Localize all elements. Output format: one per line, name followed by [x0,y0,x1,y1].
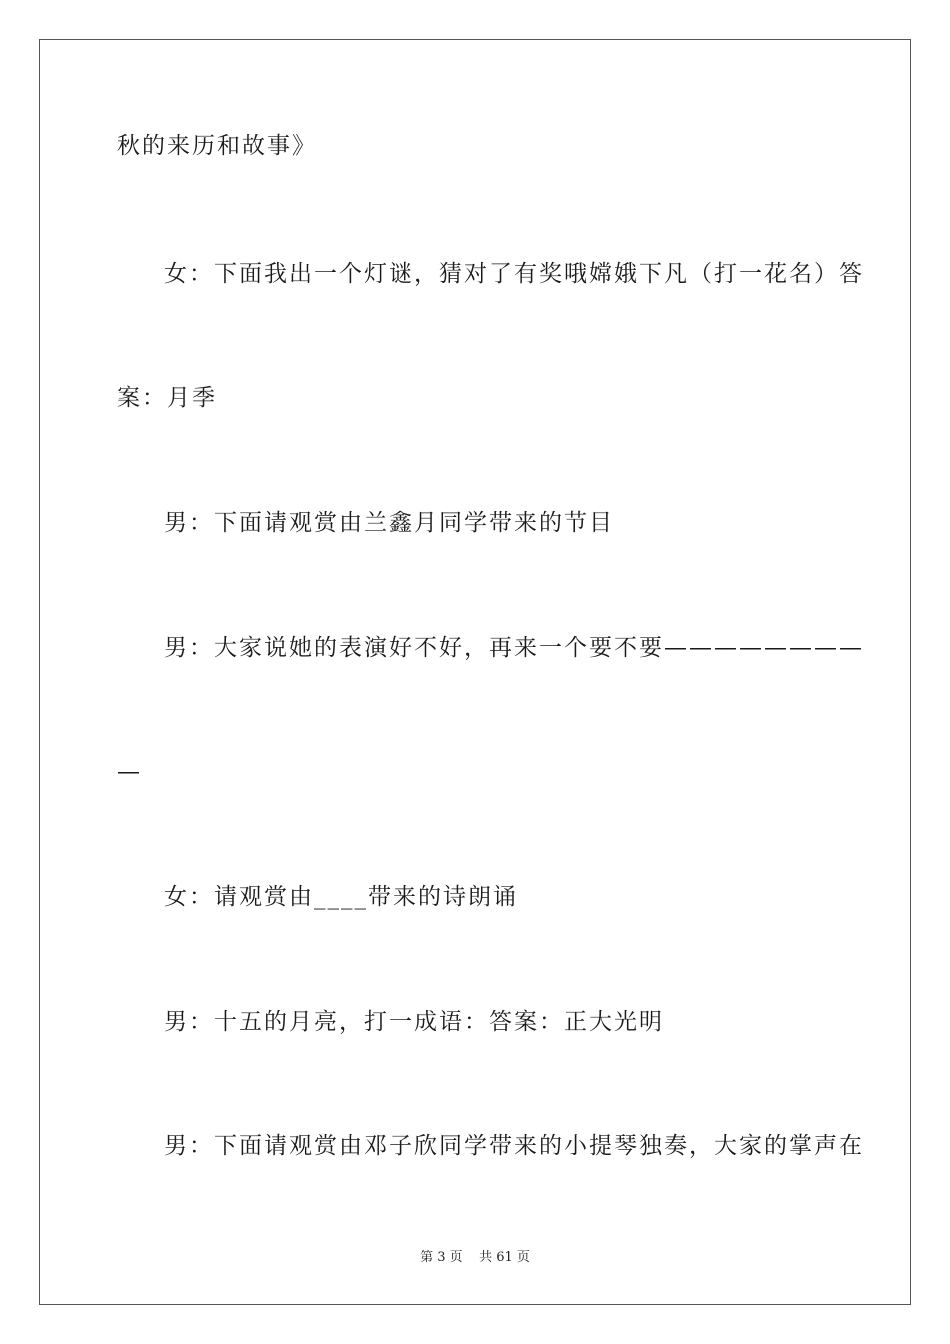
text-line-3: 案：月季 [117,385,217,411]
text-line-9: 男：下面请观赏由邓子欣同学带来的小提琴独奏，大家的掌声在 [164,1133,864,1159]
page-border [39,39,911,1305]
text-line-6: — [117,759,142,785]
text-line-2: 女：下面我出一个灯谜，猜对了有奖哦嫦娥下凡（打一花名）答 [164,261,864,287]
text-line-7: 女：请观赏由____带来的诗朗诵 [164,884,518,910]
text-line-8: 男：十五的月亮，打一成语：答案：正大光明 [164,1009,664,1035]
text-line-4: 男：下面请观赏由兰鑫月同学带来的节目 [164,510,614,536]
text-line-1: 秋的来历和故事》 [117,133,317,159]
page-number-footer: 第 3 页 共 61 页 [420,1250,530,1265]
text-line-5: 男：大家说她的表演好不好，再来一个要不要———————— [164,635,864,661]
